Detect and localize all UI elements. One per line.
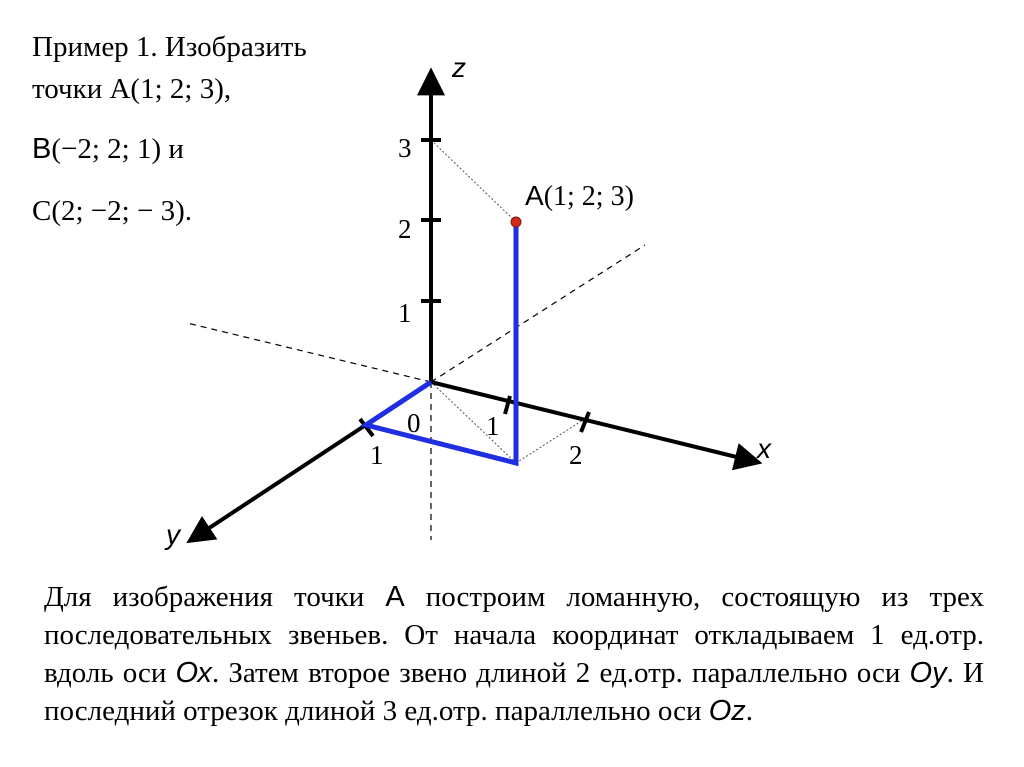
problem-line-4: С(2; −2; − 3). — [32, 195, 192, 227]
explanation-paragraph — [44, 578, 984, 730]
problem-line-2: точки А(1; 2; 3), — [32, 73, 232, 105]
x-axis-negative-dashed — [187, 323, 431, 382]
point-b-letter: B — [32, 133, 52, 165]
para-text-3: . Затем второе звено длиной 2 ед.отр. параллельно оси — [211, 657, 910, 689]
point-a-marker — [511, 217, 521, 227]
x-tick-label-2: 2 — [569, 440, 583, 470]
point-a-label — [525, 180, 634, 212]
x-axis — [431, 382, 757, 462]
z-axis-label: z — [452, 52, 466, 83]
point-a-coords: (1; 2; 3) — [543, 181, 634, 212]
para-text-2: построим ломанную, состоящую из трех последовательных звеньев. От начала координат откладываем 1 ед.отр. вдоль оси — [44, 581, 984, 689]
guide-z3-to-a — [431, 140, 516, 222]
para-text-1: Для изображения точки — [44, 581, 386, 613]
z-tick-label-1: 1 — [398, 298, 412, 328]
point-a-letter: А — [525, 180, 544, 211]
problem-line-1: Пример 1. Изобразить — [32, 31, 307, 63]
y-axis-negative-dashed — [431, 245, 645, 382]
x-axis-label: x — [757, 433, 771, 464]
para-point-a: А — [385, 581, 405, 613]
para-text-5: . — [745, 695, 754, 727]
origin-label: 0 — [407, 408, 421, 438]
y-tick-label-1: 1 — [370, 440, 384, 470]
x-tick-label-1: 1 — [486, 411, 500, 441]
para-axis-oy: Оу — [909, 657, 947, 689]
point-b-coords: (−2; 2; 1) и — [51, 133, 184, 165]
para-axis-oz: Оz — [708, 695, 746, 727]
para-axis-ox: Ох — [175, 657, 212, 689]
y-axis-label: y — [166, 519, 180, 550]
z-tick-label-2: 2 — [398, 214, 412, 244]
para-text-4: . И последний отрезок длиной 3 ед.отр. параллельно оси — [44, 657, 984, 727]
z-tick-label-3: 3 — [398, 133, 412, 163]
